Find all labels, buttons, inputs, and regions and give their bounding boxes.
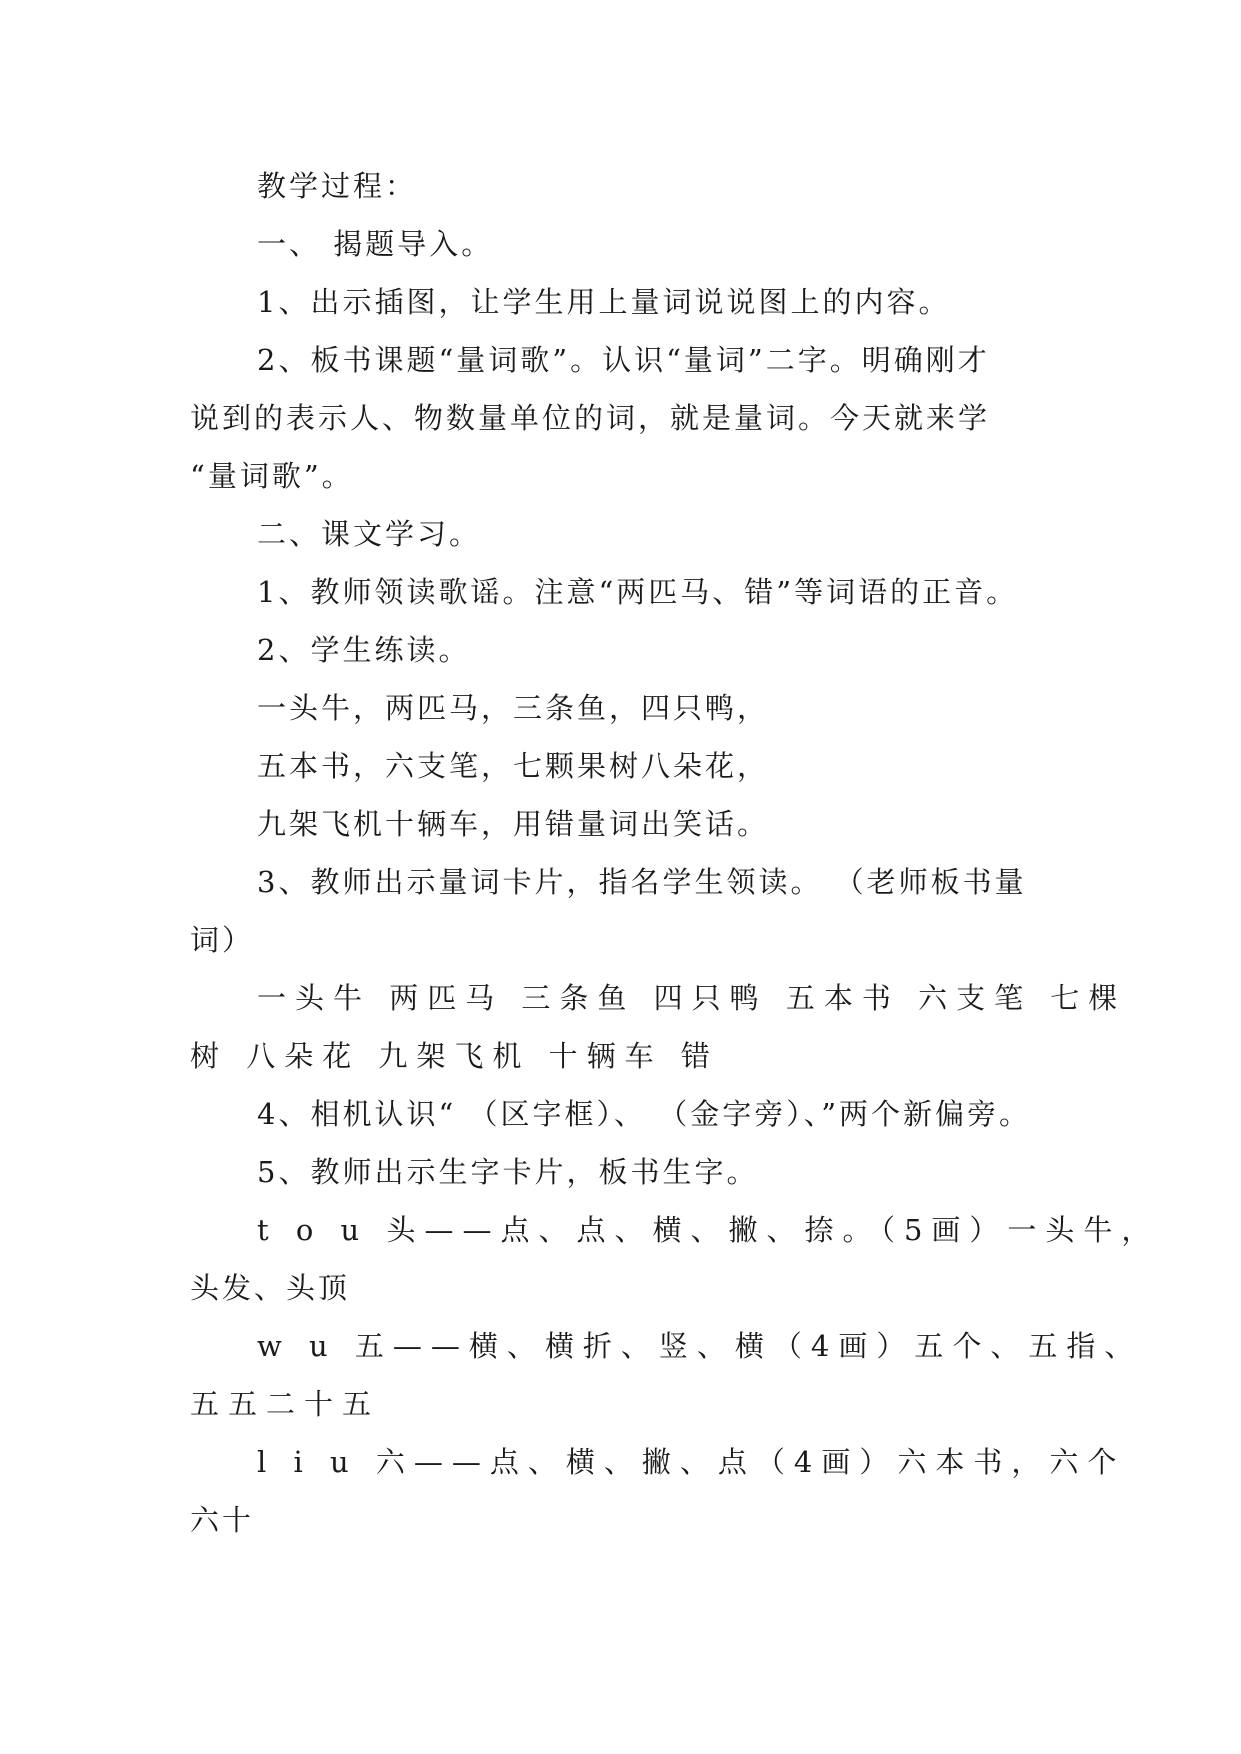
character-stroke-line: 五五二十五 [190, 1387, 381, 1421]
heading-intro: 一、 揭题导入。 [257, 227, 494, 261]
character-stroke-line: 六十 [190, 1503, 255, 1537]
paragraph-line: 1、教师领读歌谣。注意“两匹马、错”等词语的正音。 [257, 575, 1019, 609]
rhyme-line: 一头牛，两匹马，三条鱼，四只鸭， [257, 691, 770, 725]
rhyme-line: 五本书，六支笔，七颗果树八朵花， [257, 749, 770, 783]
heading-lesson: 二、课文学习。 [257, 517, 482, 551]
paragraph-line: 1、出示插图，让学生用上量词说说图上的内容。 [257, 285, 951, 319]
character-stroke-line: l i u 六——点、横、撇、点（4画）六本书，六个 [257, 1445, 1126, 1479]
paragraph-line: 2、学生练读。 [257, 633, 471, 667]
rhyme-line: 九架飞机十辆车，用错量词出笑话。 [257, 807, 770, 841]
section-heading-process: 教学过程： [257, 169, 418, 203]
character-stroke-line: t o u 头——点、点、横、撇、捺。（5画）一头牛， [257, 1213, 1160, 1247]
measure-word-list: 树 八朵花 九架飞机 十辆车 错 [190, 1039, 719, 1073]
character-stroke-line: w u 五——横、横折、竖、横（4画）五个、五指、 [257, 1329, 1143, 1363]
character-stroke-line: 头发、头顶 [190, 1271, 351, 1305]
paragraph-line: 5、教师出示生字卡片，板书生字。 [257, 1155, 759, 1189]
measure-word-list: 一头牛 两匹马 三条鱼 四只鸭 五本书 六支笔 七棵 [257, 981, 1127, 1015]
paragraph-line: 词） [190, 923, 255, 957]
paragraph-line: 说到的表示人、物数量单位的词，就是量词。今天就来学 [190, 401, 991, 435]
paragraph-line: 2、板书课题“量词歌”。认识“量词”二字。明确刚才 [257, 343, 990, 377]
paragraph-line: 3、教师出示量词卡片，指名学生领读。 （老师板书量 [257, 865, 1027, 899]
paragraph-line: “量词歌”。 [190, 459, 354, 493]
paragraph-line: 4、相机认识“ （区字框）、 （金字旁）、”两个新偏旁。 [257, 1097, 1032, 1131]
